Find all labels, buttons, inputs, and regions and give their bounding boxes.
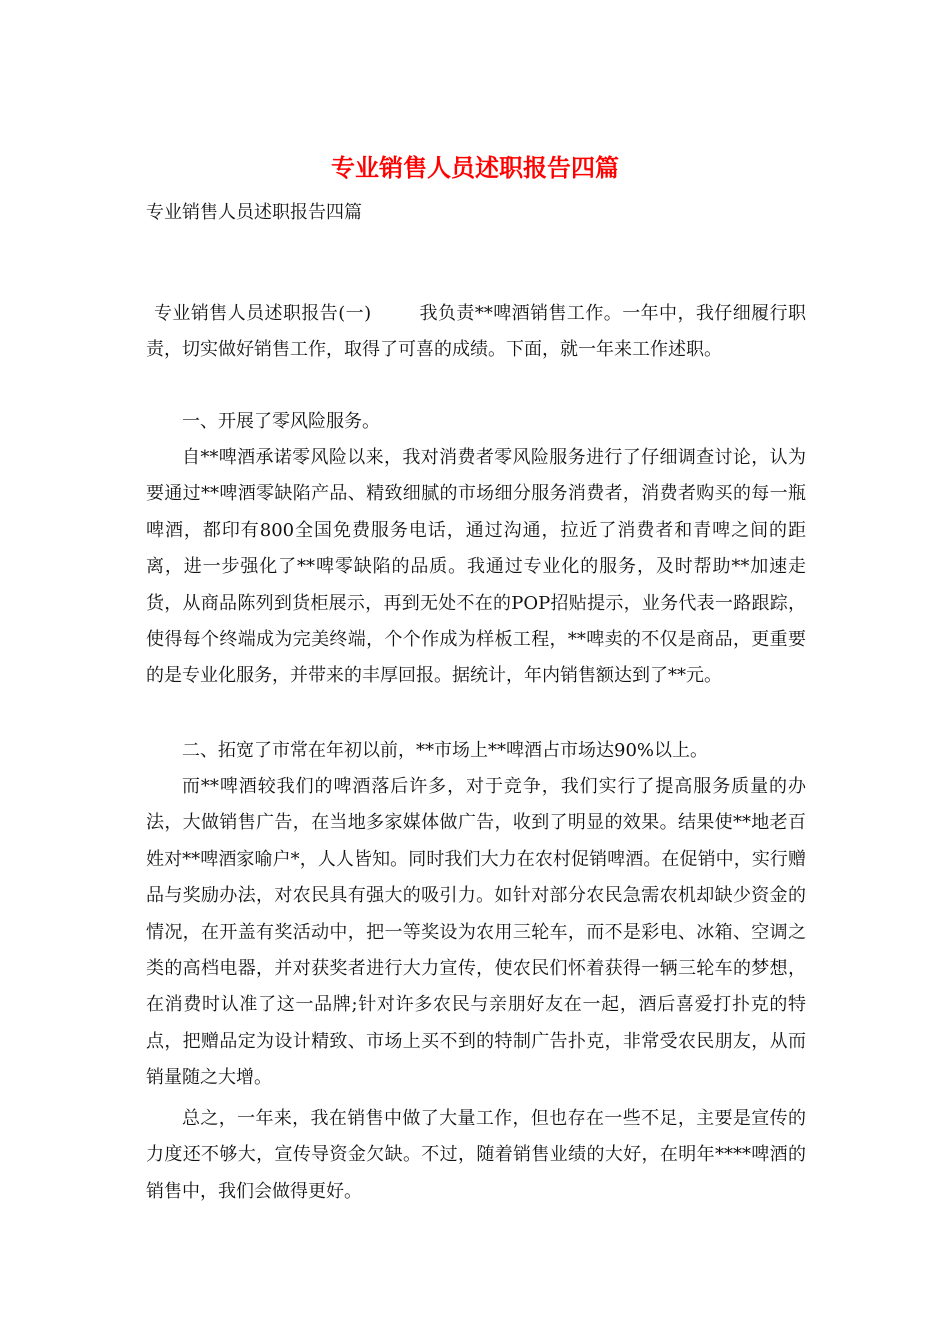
document-title: 专业销售人员述职报告四篇 xyxy=(331,153,619,182)
section1-paragraph: 自**啤酒承诺零风险以来，我对消费者零风险服务进行了仔细调查讨论，认为要通过**啤酒零缺陷产品、精致细腻的市场细分服务消费者，消费者购买的每一瓶啤酒，都印有800全国免费服务电话，通过沟通，拉近了消费者和青啤之间的距离，进一步强化了**啤零缺陷的品质。我通过专业化的服务，及时帮助**加速走货，从商品陈列到货柜展示，再到无处不在的POP招贴提示，业务代表一路跟踪，使得每个终端成为完美终端，个个作成为样板工程，**啤卖的不仅是商品，更重要的是专业化服务，并带来的丰厚回报。据统计，年内销售额达到了**元。 xyxy=(146,447,806,687)
intro-label: 专业销售人员述职报告(一) xyxy=(154,303,372,324)
document-subtitle: 专业销售人员述职报告四篇 xyxy=(146,202,362,223)
conclusion-paragraph: 总之，一年来，我在销售中做了大量工作，但也存在一些不足，主要是宣传的力度还不够大，宣传导资金欠缺。不过，随着销售业绩的大好，在明年****啤酒的销售中，我们会做得更好。 xyxy=(146,1108,806,1202)
section2-heading: 二、拓宽了市常在年初以前，**市场上**啤酒占市场达90%以上。 xyxy=(182,740,709,761)
section1-heading: 一、开展了零风险服务。 xyxy=(182,411,380,432)
section2-paragraph: 而**啤酒较我们的啤酒落后许多，对于竞争，我们实行了提高服务质量的办法，大做销售广告，在当地多家媒体做广告，收到了明显的效果。结果使**地老百姓对**啤酒家喻户*，人人皆知。同时我们大力在农村促销啤酒。在促销中，实行赠品与奖励办法，对农民具有强大的吸引力。如针对部分农民急需农机却缺少资金的情况，在开盖有奖活动中，把一等奖设为农用三轮车，而不是彩电、冰箱、空调之类的高档电器，并对获奖者进行大力宣传，使农民们怀着获得一辆三轮车的梦想，在消费时认准了这一品牌;针对许多农民与亲朋好友在一起，酒后喜爱打扑克的特点，把赠品定为设计精致、市场上买不到的特制广告扑克，非常受农民朋友，从而销量随之大增。 xyxy=(146,776,806,1089)
intro-text: 我负责**啤酒销售工作。一年中，我仔细履行职责，切实做好销售工作，取得了可喜的成绩。下面，就一年来工作述职。 xyxy=(146,303,807,361)
intro-paragraph xyxy=(146,296,806,369)
